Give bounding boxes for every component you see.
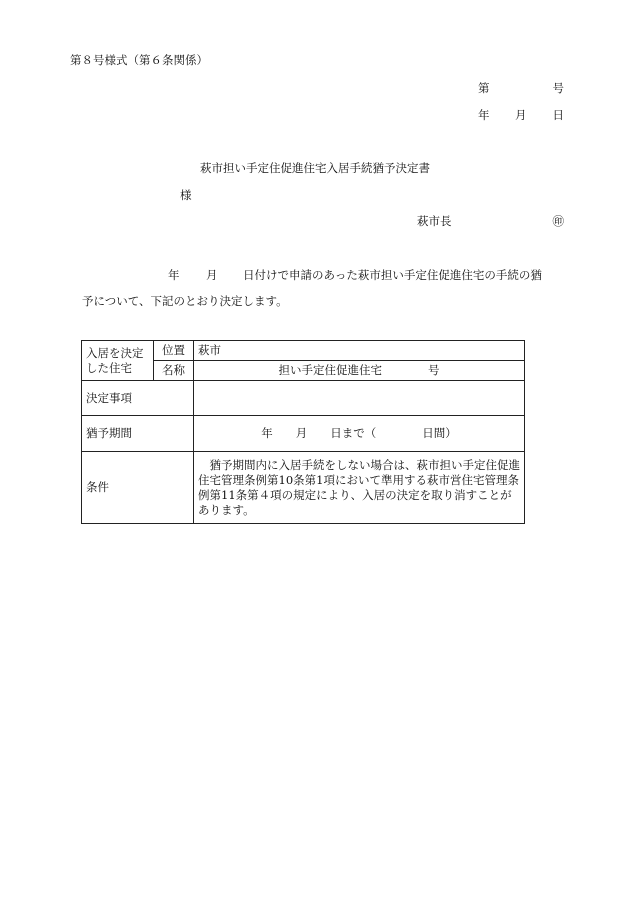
- decision-value-cell: [194, 381, 525, 416]
- decision-table: [81, 340, 525, 524]
- body-year: 年: [168, 268, 180, 282]
- period-value-cell: 年 月 日まで（ 日間）: [194, 416, 525, 452]
- document-number-suffix: 号: [552, 81, 564, 95]
- document-number-prefix: 第: [478, 81, 490, 95]
- condition-label-cell: 条件: [82, 452, 194, 524]
- issue-date-month: 月: [515, 108, 527, 122]
- seal-mark: ㊞: [552, 214, 564, 228]
- name-label-cell: 名称: [154, 361, 194, 381]
- condition-value-cell: 猶予期間内に入居手続をしない場合は、萩市担い手定住促進住宅管理条例第10条第1項において準用する萩市営住宅管理条例第11条第４項の規定により、入居の決定を取り消すことがあります。: [194, 452, 525, 524]
- addressee-honorific: 様: [180, 188, 192, 202]
- body-paragraph-line-2: 予について、下記のとおり決定します。: [82, 294, 288, 308]
- name-value-cell: 担い手定住促進住宅 号: [194, 361, 525, 381]
- period-label-cell: 猶予期間: [82, 416, 194, 452]
- document-title: 萩市担い手定住促進住宅入居手続猶予決定書: [200, 161, 430, 175]
- issue-date-year: 年: [478, 108, 490, 122]
- location-value-cell: 萩市: [194, 341, 525, 361]
- body-month: 月: [206, 268, 218, 282]
- issuer-name: 萩市長: [417, 214, 452, 228]
- issue-date-day: 日: [552, 108, 564, 122]
- location-label-cell: 位置: [154, 341, 194, 361]
- decision-label-cell: 決定事項: [82, 381, 194, 416]
- body-line1-text: 日付けで申請のあった萩市担い手定住促進住宅の手続の猶: [243, 268, 542, 282]
- housing-label-cell: 入居を決定した住宅: [82, 341, 154, 381]
- form-number-label: 第８号様式（第６条関係）: [70, 53, 208, 67]
- issuer-line: [417, 213, 564, 229]
